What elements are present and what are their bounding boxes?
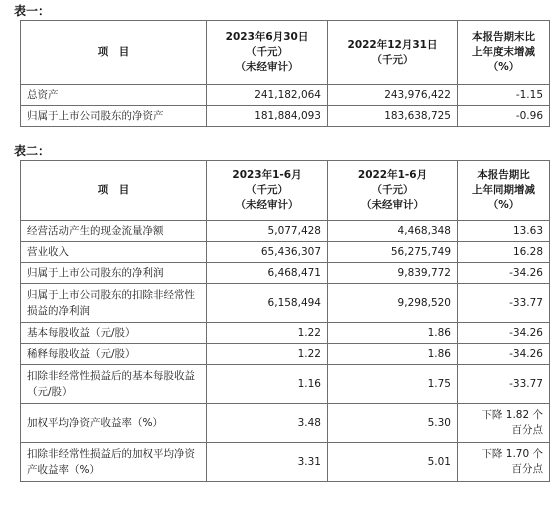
row-value-current: 3.48 bbox=[207, 404, 328, 443]
row-label: 总资产 bbox=[21, 85, 207, 106]
row-value-prior: 5.01 bbox=[328, 443, 458, 482]
row-label: 加权平均净资产收益率（%） bbox=[21, 404, 207, 443]
table-header-row bbox=[21, 21, 550, 85]
row-value-prior: 1.86 bbox=[328, 323, 458, 344]
table-row bbox=[21, 85, 550, 106]
table-row bbox=[21, 404, 550, 443]
row-value-prior: 4,468,348 bbox=[328, 221, 458, 242]
row-value-current: 6,158,494 bbox=[207, 284, 328, 323]
row-value-change: -34.26 bbox=[458, 344, 550, 365]
row-value-current: 3.31 bbox=[207, 443, 328, 482]
row-value-current: 65,436,307 bbox=[207, 242, 328, 263]
table-row bbox=[21, 365, 550, 404]
header-item: 项 目 bbox=[21, 21, 207, 85]
row-value-current: 1.22 bbox=[207, 344, 328, 365]
row-value-prior: 9,298,520 bbox=[328, 284, 458, 323]
row-label: 基本每股收益（元/股） bbox=[21, 323, 207, 344]
row-label: 归属于上市公司股东的净资产 bbox=[21, 106, 207, 127]
header-prior-period: 2022年1-6月 （千元） （未经审计） bbox=[328, 161, 458, 221]
table2-title: 表二： bbox=[14, 144, 51, 158]
row-value-prior: 5.30 bbox=[328, 404, 458, 443]
row-value-current: 1.22 bbox=[207, 323, 328, 344]
row-value-prior: 1.75 bbox=[328, 365, 458, 404]
income-statement-table bbox=[20, 160, 550, 482]
row-label: 归属于上市公司股东的净利润 bbox=[21, 263, 207, 284]
table-row bbox=[21, 221, 550, 242]
header-item: 项 目 bbox=[21, 161, 207, 221]
row-value-prior: 9,839,772 bbox=[328, 263, 458, 284]
table-row bbox=[21, 443, 550, 482]
row-label: 稀释每股收益（元/股） bbox=[21, 344, 207, 365]
row-label: 归属于上市公司股东的扣除非经常性损益的净利润 bbox=[21, 284, 207, 323]
row-value-change: 下降 1.70 个 百分点 bbox=[458, 443, 550, 482]
row-value-change: -0.96 bbox=[458, 106, 550, 127]
row-value-change: -33.77 bbox=[458, 284, 550, 323]
table1-title: 表一： bbox=[14, 4, 51, 18]
row-value-change: 13.63 bbox=[458, 221, 550, 242]
table-row bbox=[21, 263, 550, 284]
row-value-change: -33.77 bbox=[458, 365, 550, 404]
header-prior-period: 2022年12月31日 （千元） bbox=[328, 21, 458, 85]
row-label: 经营活动产生的现金流量净额 bbox=[21, 221, 207, 242]
balance-sheet-table bbox=[20, 20, 550, 127]
row-value-prior: 183,638,725 bbox=[328, 106, 458, 127]
row-value-change: 16.28 bbox=[458, 242, 550, 263]
table-header-row bbox=[21, 161, 550, 221]
table-row bbox=[21, 284, 550, 323]
row-value-change: 下降 1.82 个 百分点 bbox=[458, 404, 550, 443]
row-label: 扣除非经常性损益后的基本每股收益（元/股） bbox=[21, 365, 207, 404]
row-value-prior: 243,976,422 bbox=[328, 85, 458, 106]
row-label: 营业收入 bbox=[21, 242, 207, 263]
row-value-current: 241,182,064 bbox=[207, 85, 328, 106]
row-value-change: -34.26 bbox=[458, 323, 550, 344]
row-value-current: 181,884,093 bbox=[207, 106, 328, 127]
header-current-period: 2023年6月30日 （千元） （未经审计） bbox=[207, 21, 328, 85]
table-row bbox=[21, 344, 550, 365]
row-value-current: 1.16 bbox=[207, 365, 328, 404]
table-row bbox=[21, 242, 550, 263]
table-row bbox=[21, 106, 550, 127]
table-row bbox=[21, 323, 550, 344]
row-label: 扣除非经常性损益后的加权平均净资产收益率（%） bbox=[21, 443, 207, 482]
header-change: 本报告期比 上年同期增减 （%） bbox=[458, 161, 550, 221]
row-value-prior: 56,275,749 bbox=[328, 242, 458, 263]
row-value-change: -34.26 bbox=[458, 263, 550, 284]
header-change: 本报告期末比 上年度末增减 （%） bbox=[458, 21, 550, 85]
header-current-period: 2023年1-6月 （千元） （未经审计） bbox=[207, 161, 328, 221]
row-value-current: 6,468,471 bbox=[207, 263, 328, 284]
row-value-prior: 1.86 bbox=[328, 344, 458, 365]
row-value-change: -1.15 bbox=[458, 85, 550, 106]
row-value-current: 5,077,428 bbox=[207, 221, 328, 242]
